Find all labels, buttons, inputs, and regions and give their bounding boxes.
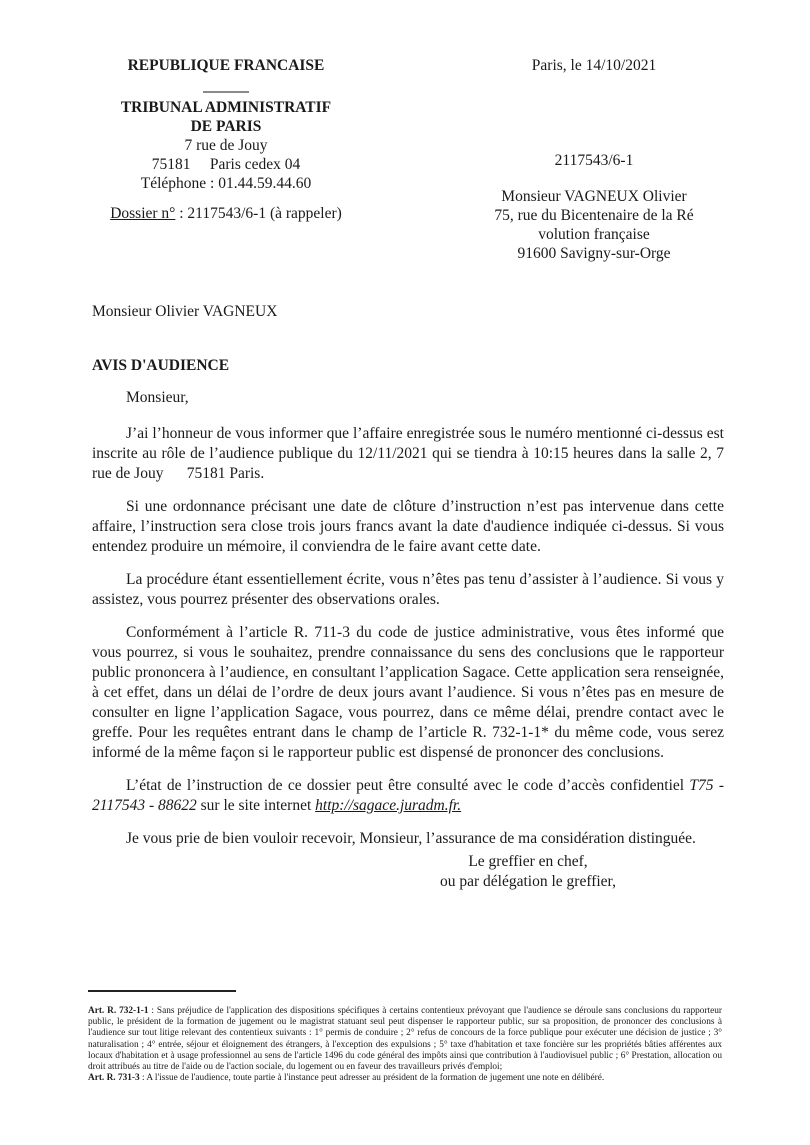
recipient-address (434, 187, 754, 263)
paragraph-instruction-closure: Si une ordonnance précisant une date de clôture d’instruction n’est pas intervenue dans cette affaire, l’instruction sera close trois jours francs avant la date d'audience indiquée ci-dessus. Si vous entendez produire un mémoire, il conviendra de le faire avant cette date. (92, 498, 724, 555)
footnote-text (88, 1006, 722, 1084)
addressee-line: Monsieur Olivier VAGNEUX (92, 303, 278, 320)
footnote-divider (88, 990, 236, 992)
recipient-city: 91600 Savigny-sur-Orge (517, 245, 671, 262)
sagace-url-link[interactable]: http://sagace.juradm.fr. (315, 797, 462, 814)
footnote-article-732-text: : Sans préjudice de l'application des dispositions spécifiques à certains contentieux prévoyant que l'audience se déroule sans conclusions du rapporteur public, le président de la formation de jugement ou le magistrat statuant seul peut dispenser le rapporteur public, sur sa proposition, de prononcer des conclusions à l'audience sur tout litige relevant des contentieux suivants : 1° permis de conduire ; 2° refus de concours de la force publique pour exécuter une décision de justice ; 3° naturalisation ; 4° entrée, séjour et éloignement des étrangers, à l'exception des expulsions ; 5° taxe d'habitation et taxe foncière sur les propriétés bâties afférentes aux locaux d'habitation et à usage professionnel au sens de l'article 1496 du code général des impôts ainsi que contribution à l'audiovisuel public ; 6° Prestation, allocation ou droit attribués au titre de l'aide ou de l'action sociale, du logement ou en faveur des travailleurs privés d'emploi; (88, 1006, 722, 1073)
footnote-article-732-label: Art. R. 732-1-1 (88, 1006, 149, 1016)
salutation: Monsieur, (126, 389, 189, 406)
meta-block (434, 56, 754, 263)
footnote-section (88, 990, 722, 1084)
court-street: 7 rue de Jouy (184, 137, 268, 154)
signature-block (332, 852, 724, 892)
signature-title-line2: ou par délégation le greffier, (440, 873, 616, 890)
access-code-text-mid: sur le site internet (196, 797, 316, 814)
court-city: 75181 Paris cedex 04 (151, 156, 301, 173)
dossier-number: : 2117543/6-1 (à rappeler) (175, 205, 342, 222)
footnote-article-731-label: Art. R. 731-3 (88, 1073, 140, 1084)
paragraph-valediction: Je vous prie de bien vouloir recevoir, Monsieur, l’assurance de ma considération distinguée. (126, 830, 696, 847)
letter-body (92, 388, 724, 892)
recipient-street-line2: volution française (538, 226, 650, 243)
court-phone: Téléphone : 01.44.59.44.60 (140, 175, 312, 192)
republic-title: REPUBLIQUE FRANCAISE (127, 57, 325, 74)
recipient-street-line1: 75, rue du Bicentenaire de la Ré (494, 207, 694, 224)
case-number: 2117543/6-1 (554, 152, 634, 169)
court-name-line1: TRIBUNAL ADMINISTRATIF (120, 99, 332, 116)
dossier-label: Dossier n° (110, 205, 176, 222)
access-code-text-start: L’état de l’instruction de ce dossier peut être consulté avec le code d’accès confidentiel (126, 777, 690, 794)
sender-block (58, 56, 394, 223)
signature-title-line1: Le greffier en chef, (468, 853, 588, 870)
dossier-line (58, 204, 394, 223)
confidential-access-code: T75 - 2117543 - 88622 (92, 777, 724, 814)
court-name-line2: DE PARIS (190, 118, 262, 135)
recipient-name: Monsieur VAGNEUX Olivier (501, 188, 687, 205)
paragraph-sagace-conclusions: Conformément à l’article R. 711-3 du code de justice administrative, vous êtes informé que vous pourrez, si vous le souhaitez, prendre connaissance du sens des conclusions que le rapporteur public prononcera à l’audience, en consultant l’application Sagace. Cette application sera renseignée, à cet effet, dans un délai de l’ordre de deux jours avant l’audience. Si vous n’êtes pas en mesure de consulter en ligne l’application Sagace, vous pourrez, dans ce même délai, prendre contact avec le greffe. Pour les requêtes entrant dans le champ de l’article R. 732-1-1* du même code, vous serez informé de la même façon si le rapporteur public est dispensé de prononcer des conclusions. (92, 624, 724, 761)
subject-title: AVIS D'AUDIENCE (92, 357, 230, 374)
paragraph-written-procedure: La procédure étant essentiellement écrite, vous n’êtes pas tenu d’assister à l’audience. Si vous y assistez, vous pourrez présenter des observations orales. (92, 571, 724, 608)
paragraph-access-code (92, 776, 724, 816)
date-line: Paris, le 14/10/2021 (531, 57, 657, 74)
paragraph-hearing-notice: J’ai l’honneur de vous informer que l’affaire enregistrée sous le numéro mentionné ci-dessus est inscrite au rôle de l’audience publique du 12/11/2021 qui se tiendra à 10:15 heures dans la salle 2, 7 rue de Jouy 75181 Paris. (92, 425, 724, 482)
letterhead-divider (203, 91, 249, 93)
footnote-article-731-text: : A l'issue de l'audience, toute partie à l'instance peut adresser au président de la formation de jugement une note en délibéré. (139, 1073, 605, 1084)
